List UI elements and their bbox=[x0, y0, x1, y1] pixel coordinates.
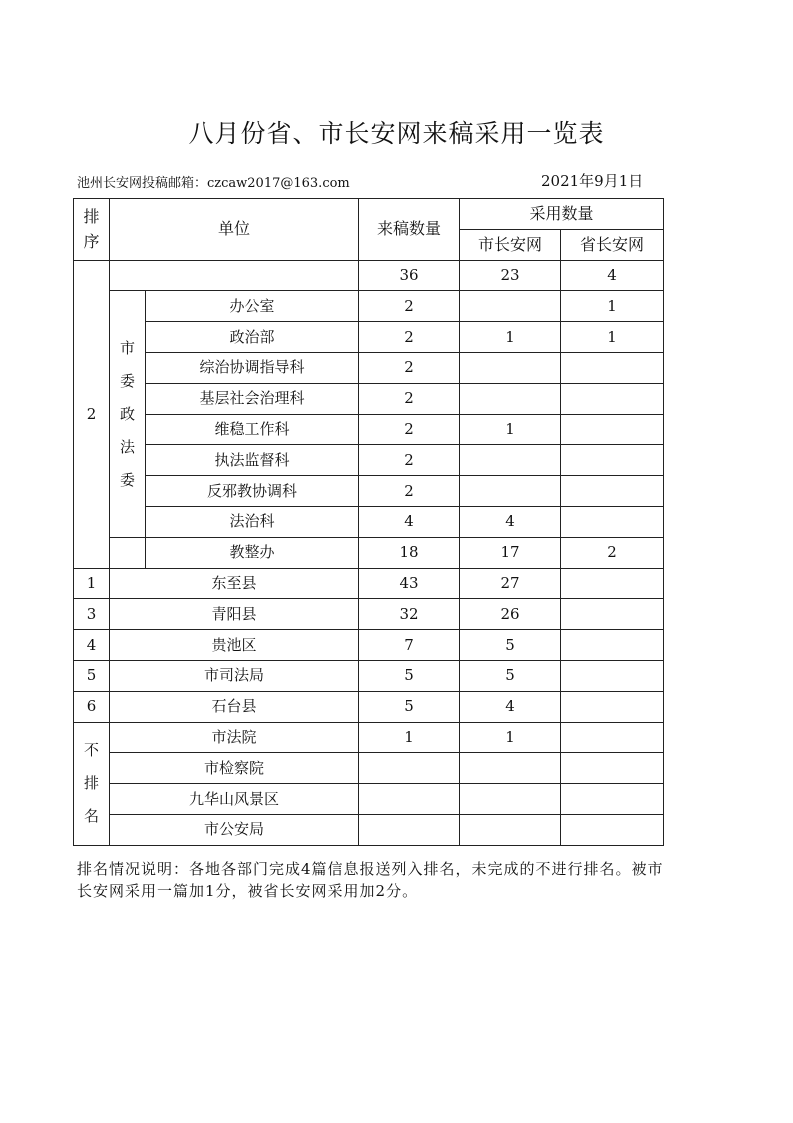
dept-name: 执法监督科 bbox=[146, 445, 359, 476]
row-submitted: 1 bbox=[359, 722, 460, 753]
dept-row bbox=[74, 506, 664, 537]
row-province bbox=[561, 630, 664, 661]
dept-city: 1 bbox=[460, 322, 561, 353]
group-name bbox=[110, 291, 146, 537]
row-province bbox=[561, 722, 664, 753]
row-rank: 1 bbox=[74, 568, 110, 599]
row-unit: 九华山风景区 bbox=[110, 784, 359, 815]
header-row bbox=[74, 199, 664, 230]
row-city bbox=[460, 753, 561, 784]
header-rank: 排序 bbox=[74, 199, 110, 261]
dept-name: 教整办 bbox=[146, 537, 359, 568]
header-adopted: 采用数量 bbox=[460, 199, 664, 230]
row-province bbox=[561, 691, 664, 722]
header-province-site: 省长安网 bbox=[561, 229, 664, 260]
dept-name: 办公室 bbox=[146, 291, 359, 322]
row-city bbox=[460, 784, 561, 815]
row-unit: 石台县 bbox=[110, 691, 359, 722]
dept-city bbox=[460, 352, 561, 383]
dept-name: 综治协调指导科 bbox=[146, 352, 359, 383]
group-rank: 2 bbox=[74, 260, 110, 568]
dept-name: 政治部 bbox=[146, 322, 359, 353]
dept-city bbox=[460, 445, 561, 476]
dept-city bbox=[460, 291, 561, 322]
ranked-row bbox=[74, 568, 664, 599]
dept-submitted: 2 bbox=[359, 383, 460, 414]
row-city: 5 bbox=[460, 630, 561, 661]
dept-province bbox=[561, 352, 664, 383]
row-city: 27 bbox=[460, 568, 561, 599]
dept-city bbox=[460, 383, 561, 414]
dept-name: 法治科 bbox=[146, 506, 359, 537]
ranking-note: 排名情况说明：各地各部门完成4篇信息报送列入排名，未完成的不进行排名。被市长安网采用一篇加1分，被省长安网采用加2分。 bbox=[77, 860, 664, 900]
dept-city bbox=[460, 476, 561, 507]
row-unit: 市检察院 bbox=[110, 753, 359, 784]
row-unit: 青阳县 bbox=[110, 599, 359, 630]
dept-name: 基层社会治理科 bbox=[146, 383, 359, 414]
dept-submitted: 2 bbox=[359, 322, 460, 353]
dept-submitted: 18 bbox=[359, 537, 460, 568]
dept-row bbox=[74, 352, 664, 383]
row-submitted: 5 bbox=[359, 660, 460, 691]
group-total-submitted: 36 bbox=[359, 260, 460, 291]
dept-row bbox=[74, 383, 664, 414]
dept-row bbox=[74, 445, 664, 476]
row-submitted: 32 bbox=[359, 599, 460, 630]
row-province bbox=[561, 599, 664, 630]
group-total-city: 23 bbox=[460, 260, 561, 291]
row-submitted bbox=[359, 753, 460, 784]
report-date: 2021年9月1日 bbox=[541, 172, 644, 190]
dept-province bbox=[561, 506, 664, 537]
ranked-row bbox=[74, 599, 664, 630]
row-submitted: 5 bbox=[359, 691, 460, 722]
ranked-row bbox=[74, 660, 664, 691]
dept-province: 1 bbox=[561, 291, 664, 322]
unranked-label bbox=[74, 722, 110, 845]
row-city bbox=[460, 814, 561, 845]
dept-name: 反邪教协调科 bbox=[146, 476, 359, 507]
row-rank: 3 bbox=[74, 599, 110, 630]
dept-submitted: 2 bbox=[359, 352, 460, 383]
dept-province bbox=[561, 445, 664, 476]
row-city: 5 bbox=[460, 660, 561, 691]
ranked-row bbox=[74, 630, 664, 661]
row-submitted bbox=[359, 814, 460, 845]
dept-submitted: 2 bbox=[359, 476, 460, 507]
dept-row bbox=[74, 322, 664, 353]
dept-row bbox=[74, 476, 664, 507]
dept-row bbox=[74, 414, 664, 445]
dept-row-extra bbox=[74, 537, 664, 568]
row-rank: 5 bbox=[74, 660, 110, 691]
row-submitted bbox=[359, 784, 460, 815]
unranked-row bbox=[74, 753, 664, 784]
row-province bbox=[561, 814, 664, 845]
dept-name: 维稳工作科 bbox=[146, 414, 359, 445]
row-unit: 市公安局 bbox=[110, 814, 359, 845]
dept-city: 1 bbox=[460, 414, 561, 445]
unranked-row bbox=[74, 784, 664, 815]
row-unit: 东至县 bbox=[110, 568, 359, 599]
extra-blank bbox=[110, 537, 146, 568]
row-rank: 6 bbox=[74, 691, 110, 722]
row-unit: 市司法局 bbox=[110, 660, 359, 691]
row-submitted: 7 bbox=[359, 630, 460, 661]
group-total-province: 4 bbox=[561, 260, 664, 291]
row-province bbox=[561, 568, 664, 599]
row-submitted: 43 bbox=[359, 568, 460, 599]
dept-submitted: 2 bbox=[359, 291, 460, 322]
unranked-label-text: 不排名 bbox=[83, 741, 99, 826]
row-city: 1 bbox=[460, 722, 561, 753]
dept-province bbox=[561, 383, 664, 414]
dept-city: 17 bbox=[460, 537, 561, 568]
dept-city: 4 bbox=[460, 506, 561, 537]
adoption-table bbox=[73, 198, 664, 846]
dept-province bbox=[561, 476, 664, 507]
row-province bbox=[561, 784, 664, 815]
unranked-row bbox=[74, 814, 664, 845]
group-name-text: 市委政法委 bbox=[119, 338, 135, 489]
dept-row bbox=[74, 291, 664, 322]
unranked-row bbox=[74, 722, 664, 753]
header-unit: 单位 bbox=[110, 199, 359, 261]
row-unit: 贵池区 bbox=[110, 630, 359, 661]
row-unit: 市法院 bbox=[110, 722, 359, 753]
dept-province: 1 bbox=[561, 322, 664, 353]
group-total-label bbox=[110, 260, 359, 291]
header-submitted: 来稿数量 bbox=[359, 199, 460, 261]
row-province bbox=[561, 660, 664, 691]
row-province bbox=[561, 753, 664, 784]
submission-email: 池州长安网投稿邮箱：czcaw2017@163.com bbox=[77, 176, 350, 191]
header-city-site: 市长安网 bbox=[460, 229, 561, 260]
dept-submitted: 4 bbox=[359, 506, 460, 537]
dept-submitted: 2 bbox=[359, 414, 460, 445]
page-title: 八月份省、市长安网来稿采用一览表 bbox=[188, 119, 605, 148]
dept-province: 2 bbox=[561, 537, 664, 568]
dept-province bbox=[561, 414, 664, 445]
group-total-row bbox=[74, 260, 664, 291]
dept-submitted: 2 bbox=[359, 445, 460, 476]
ranked-row bbox=[74, 691, 664, 722]
row-city: 26 bbox=[460, 599, 561, 630]
row-city: 4 bbox=[460, 691, 561, 722]
row-rank: 4 bbox=[74, 630, 110, 661]
